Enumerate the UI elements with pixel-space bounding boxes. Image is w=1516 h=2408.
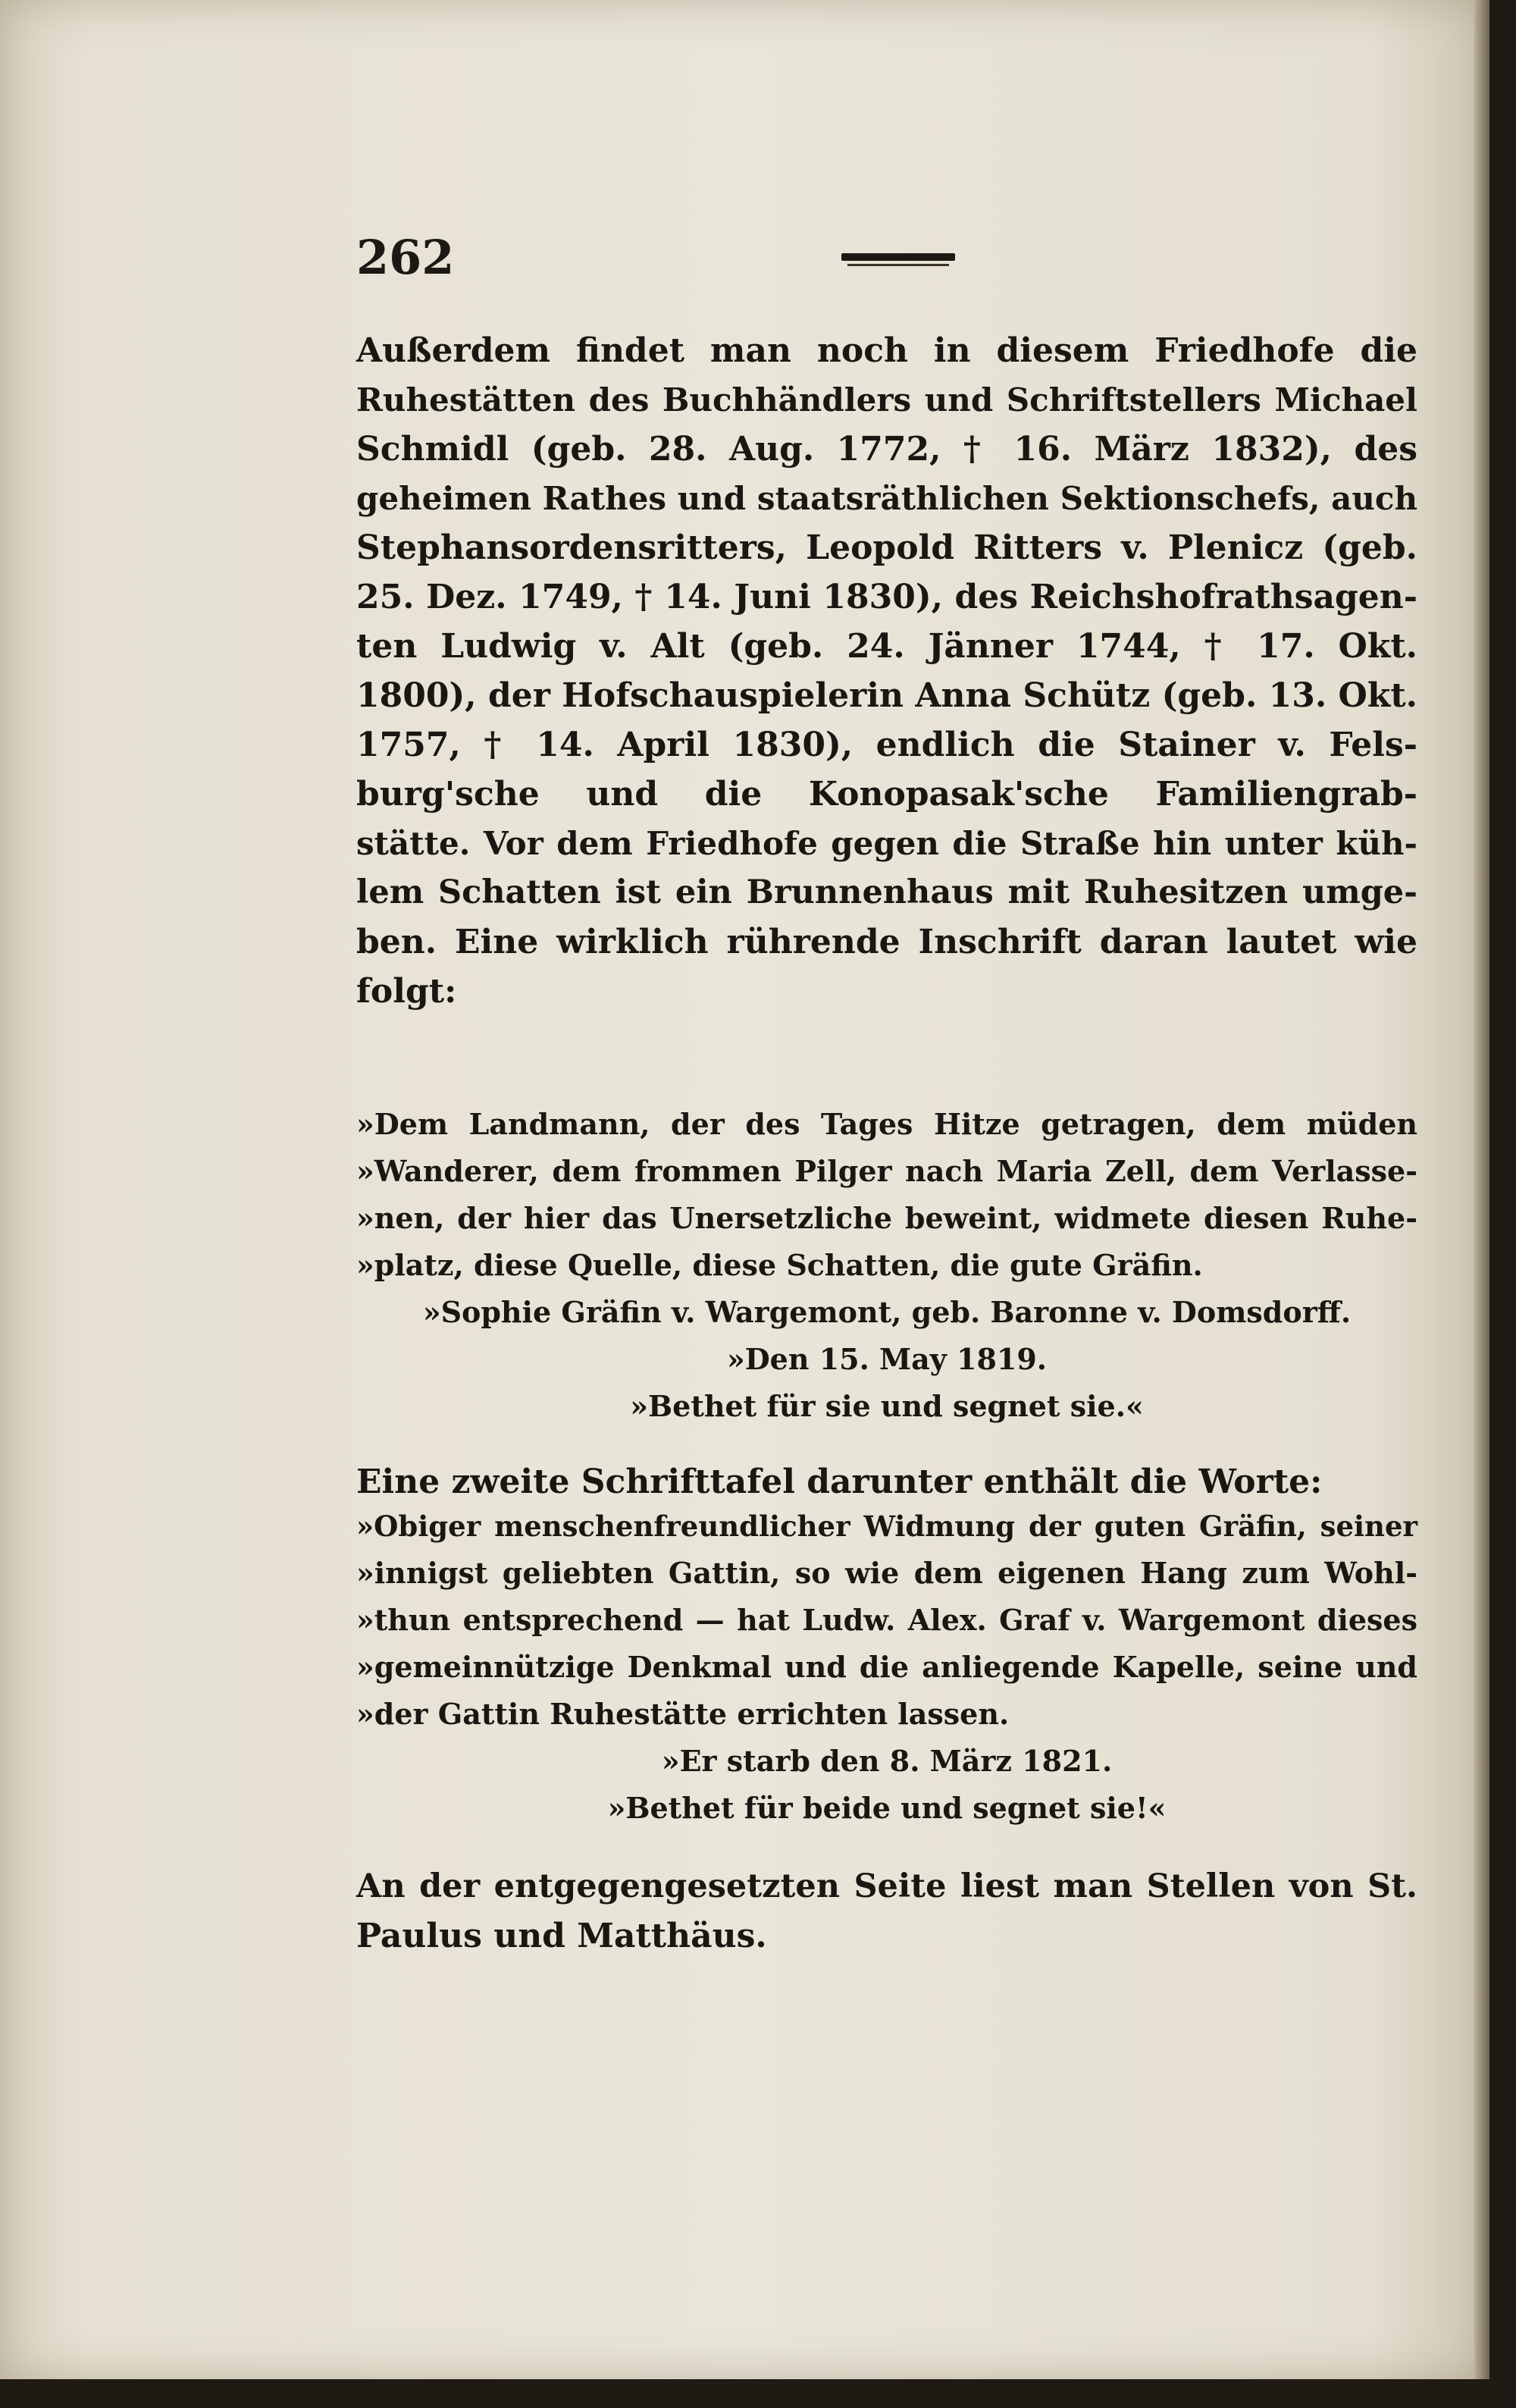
inscription-line: »gemeinnützige Denkmal und die anliegende Kapelle, seine und [356,1650,1417,1684]
inscription-line: »Obiger menschenfreundlicher Widmung der guten Gräfin, seiner [356,1510,1417,1543]
text-line: folgt: [356,972,457,1011]
inscription-line: »innigst geliebten Gattin, so wie dem eigenen Hang zum Wohl- [356,1556,1417,1590]
inscription-date: »Er starb den 8. März 1821. [661,1744,1113,1778]
inscription-line: »der Gattin Ruhestätte errichten lassen. [356,1697,1010,1731]
text-line: 1757, † 14. April 1830), endlich die Stainer v. Fels- [356,726,1417,764]
text-line: Schmidl (geb. 28. Aug. 1772, † 16. März 1832), des [356,430,1417,469]
inscription-line: »platz, diese Quelle, diese Schatten, die gute Gräfin. [356,1248,1203,1282]
inscription-closing: »Bethet für beide und segnet sie!« [607,1791,1167,1825]
text-line: Stephansordensritters, Leopold Ritters v. Plenicz (geb. [356,528,1417,567]
page-binding-edge [1474,0,1489,2379]
text-line: Eine zweite Schrifttafel darunter enthält die Worte: [356,1463,1323,1501]
text-line: 25. Dez. 1749, † 14. Juni 1830), des Reichshofrathsagen- [356,578,1417,616]
inscription-date: »Den 15. May 1819. [726,1342,1048,1376]
inscription-closing: »Bethet für sie und segnet sie.« [630,1389,1144,1423]
text-line: stätte. Vor dem Friedhofe gegen die Straße hin unter küh- [356,825,1417,862]
text-line: lem Schatten ist ein Brunnenhaus mit Ruhesitzen umge- [356,873,1417,911]
inscription-line: »nen, der hier das Unersetzliche beweint, widmete diesen Ruhe- [356,1201,1417,1235]
paragraph-opposite-side [356,1862,1417,1961]
header-rule [841,253,955,261]
page-header [356,227,1433,288]
paragraph-cemetery-graves [356,326,1417,1016]
text-line: ten Ludwig v. Alt (geb. 24. Jänner 1744, † 17. Okt. [356,627,1417,666]
paragraph-second-tablet [356,1457,1417,1507]
text-line: An der entgegengesetzten Seite liest man Stellen von St. [356,1867,1417,1905]
text-line: Ruhestätten des Buchhändlers und Schriftstellers Michael [356,381,1417,419]
inscription-line: »thun entsprechend — hat Ludw. Alex. Graf v. Wargemont dieses [356,1603,1417,1637]
text-line: Paulus und Matthäus. [356,1917,767,1955]
text-line: geheimen Rathes und staatsräthlichen Sektionschefs, auch [356,480,1417,517]
inscription-first [356,1101,1417,1430]
text-line: Außerdem findet man noch in diesem Friedhofe die [356,331,1417,370]
inscription-signature: »Sophie Gräfin v. Wargemont, geb. Baronne v. Domsdorff. [422,1295,1352,1329]
inscription-line: »Wanderer, dem frommen Pilger nach Maria Zell, dem Verlasse- [356,1154,1417,1188]
inscription-line: »Dem Landmann, der des Tages Hitze getragen, dem müden [356,1107,1417,1141]
inscription-second [356,1503,1417,1832]
text-line: burg'sche und die Konopasak'sche Familiengrab- [356,775,1417,814]
text-line: 1800), der Hofschauspielerin Anna Schütz (geb. 13. Okt. [356,676,1417,715]
text-line: ben. Eine wirklich rührende Inschrift daran lautet wie [356,923,1417,961]
page-number: 262 [356,230,455,285]
